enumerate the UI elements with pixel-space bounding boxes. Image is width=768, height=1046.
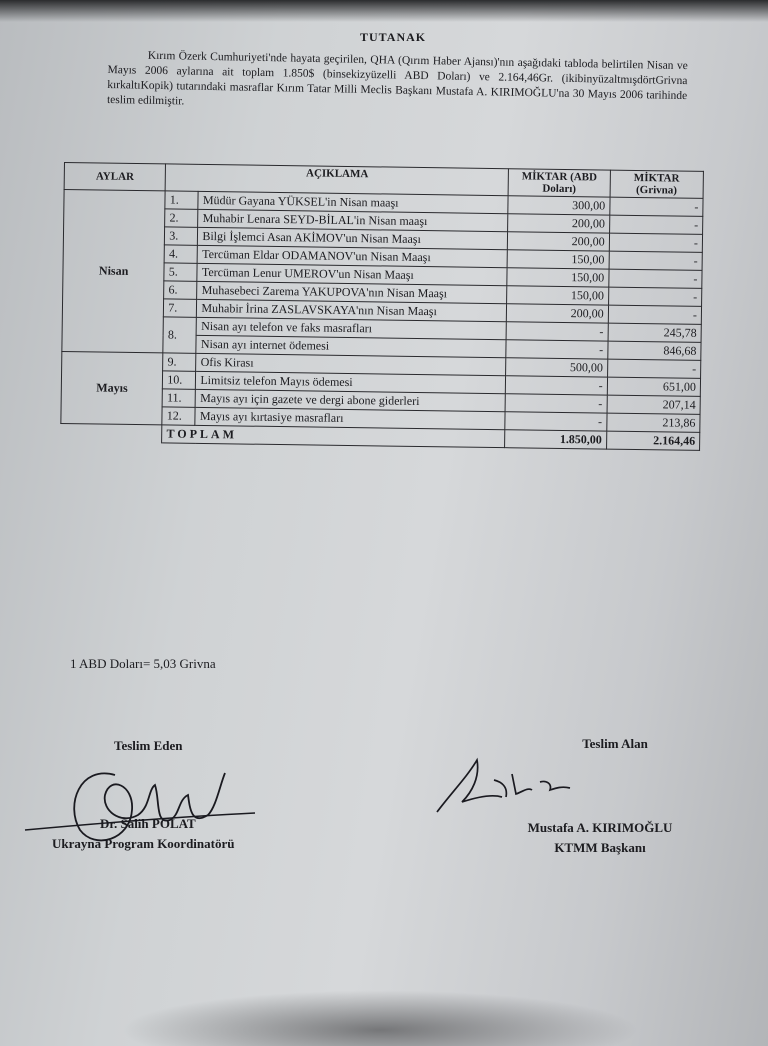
row-usd: 500,00 (506, 358, 608, 377)
row-description: Mayıs ayı için gazete ve dergi abone giderleri (195, 389, 505, 411)
header-usd: MİKTAR (ABD Doları) (508, 169, 610, 197)
top-shadow (0, 0, 768, 22)
row-description: Tercüman Lenur UMEROV'un Nisan Maaşı (197, 263, 507, 285)
row-usd: 200,00 (508, 232, 610, 251)
header-uah: MİKTAR (Grivna) (610, 170, 704, 198)
row-description: Nisan ayı internet ödemesi (196, 335, 506, 357)
month-cell-mayis: Mayıs (61, 351, 163, 424)
row-description: Bilgi İşlemci Asan AKİMOV'un Nisan Maaşı (198, 227, 508, 249)
header-description: AÇIKLAMA (165, 164, 508, 196)
signature-left-title: Ukrayna Program Koordinatörü (52, 836, 235, 851)
row-description: Ofis Kirası (196, 353, 506, 375)
row-usd: 200,00 (507, 304, 609, 323)
row-description: Muhabir Lenara SEYD-BİLAL'in Nisan maaşı (198, 209, 508, 231)
intro-text: Kırım Özerk Cumhuriyeti'nde hayata geçirilen, QHA (Qırım Haber Ajansı)'nın aşağıdaki tabloda belirtilen Nisan ve Mayıs 2006 aylarına ait toplam 1.850$ (binsekizyüzelli ABD Doları) ve 2.164,46Gr. (ikibinyüzaltmışdörtGrivna kırkaltıKopik) tutarındaki masraflar Kırım Tatar Milli Meclis Başkanı Mustafa A. KIRIMOĞLU'na 30 Mayıs 2006 tarihinde teslim edilmiştir. (106, 49, 688, 108)
row-usd: - (506, 340, 608, 359)
month-cell-nisan: Nisan (62, 190, 166, 353)
row-usd: - (505, 412, 607, 431)
signature-left-role: Teslim Eden (114, 738, 183, 753)
signature-right-role: Teslim Alan (582, 736, 648, 751)
bottom-shadow (120, 990, 640, 1046)
row-uah: - (609, 215, 703, 234)
row-number: 8. (163, 317, 197, 353)
document-title: TUTANAK (360, 30, 427, 44)
row-usd: - (506, 322, 608, 341)
row-description: Nisan ayı telefon ve faks masrafları (196, 317, 506, 339)
row-uah: 846,68 (607, 341, 701, 360)
row-description: Limitsiz telefon Mayıs ödemesi (196, 371, 506, 393)
row-uah: 213,86 (606, 413, 700, 432)
row-uah: - (608, 269, 702, 288)
total-spacer (61, 423, 163, 442)
row-number: 2. (165, 209, 198, 227)
row-number: 3. (165, 227, 198, 245)
row-uah: - (608, 287, 702, 306)
header-months: AYLAR (64, 163, 166, 191)
row-number: 5. (164, 263, 197, 281)
row-usd: 150,00 (507, 268, 609, 287)
row-uah: 207,14 (607, 395, 701, 414)
row-description: Muhabir İrina ZASLAVSKAYA'nın Nisan Maaşı (197, 299, 507, 321)
row-number: 7. (164, 299, 197, 317)
row-usd: - (506, 376, 608, 395)
row-number: 9. (163, 353, 196, 371)
row-description: Tercüman Eldar ODAMANOV'un Nisan Maaşı (198, 245, 508, 267)
row-description: Muhasebeci Zarema YAKUPOVA'nın Nisan Maaşı (197, 281, 507, 303)
signature-right-name: Mustafa A. KIRIMOĞLU (527, 820, 673, 835)
total-usd: 1.850,00 (505, 430, 607, 449)
row-uah: - (609, 233, 703, 252)
exchange-rate-note: 1 ABD Doları= 5,03 Grivna (70, 656, 216, 671)
handwritten-signature-left (20, 755, 260, 855)
intro-paragraph (107, 48, 688, 119)
row-description: Mayıs ayı kırtasiye masrafları (195, 407, 505, 429)
row-usd: - (505, 394, 607, 413)
row-usd: 150,00 (507, 250, 609, 269)
row-number: 4. (164, 245, 197, 263)
row-usd: 150,00 (507, 286, 609, 305)
row-description: Müdür Gayana YÜKSEL'in Nisan maaşı (198, 191, 508, 213)
row-usd: 300,00 (508, 196, 610, 215)
row-uah: - (609, 251, 703, 270)
row-number: 6. (164, 281, 197, 299)
row-number: 12. (162, 407, 195, 425)
handwritten-signature-right (432, 752, 592, 822)
expense-table (60, 162, 704, 451)
row-usd: 200,00 (508, 214, 610, 233)
row-uah: - (609, 197, 703, 216)
signature-left-name: Dr. Salih POLAT (100, 816, 196, 831)
signature-right-title: KTMM Başkanı (554, 840, 646, 855)
row-uah: - (607, 359, 701, 378)
row-uah: 651,00 (607, 377, 701, 396)
row-number: 1. (165, 191, 198, 209)
row-number: 11. (162, 389, 195, 407)
total-uah: 2.164,46 (606, 431, 700, 450)
row-uah: 245,78 (608, 323, 702, 342)
row-uah: - (608, 305, 702, 324)
total-label: TOPLAM (162, 425, 505, 448)
row-number: 10. (163, 371, 196, 389)
